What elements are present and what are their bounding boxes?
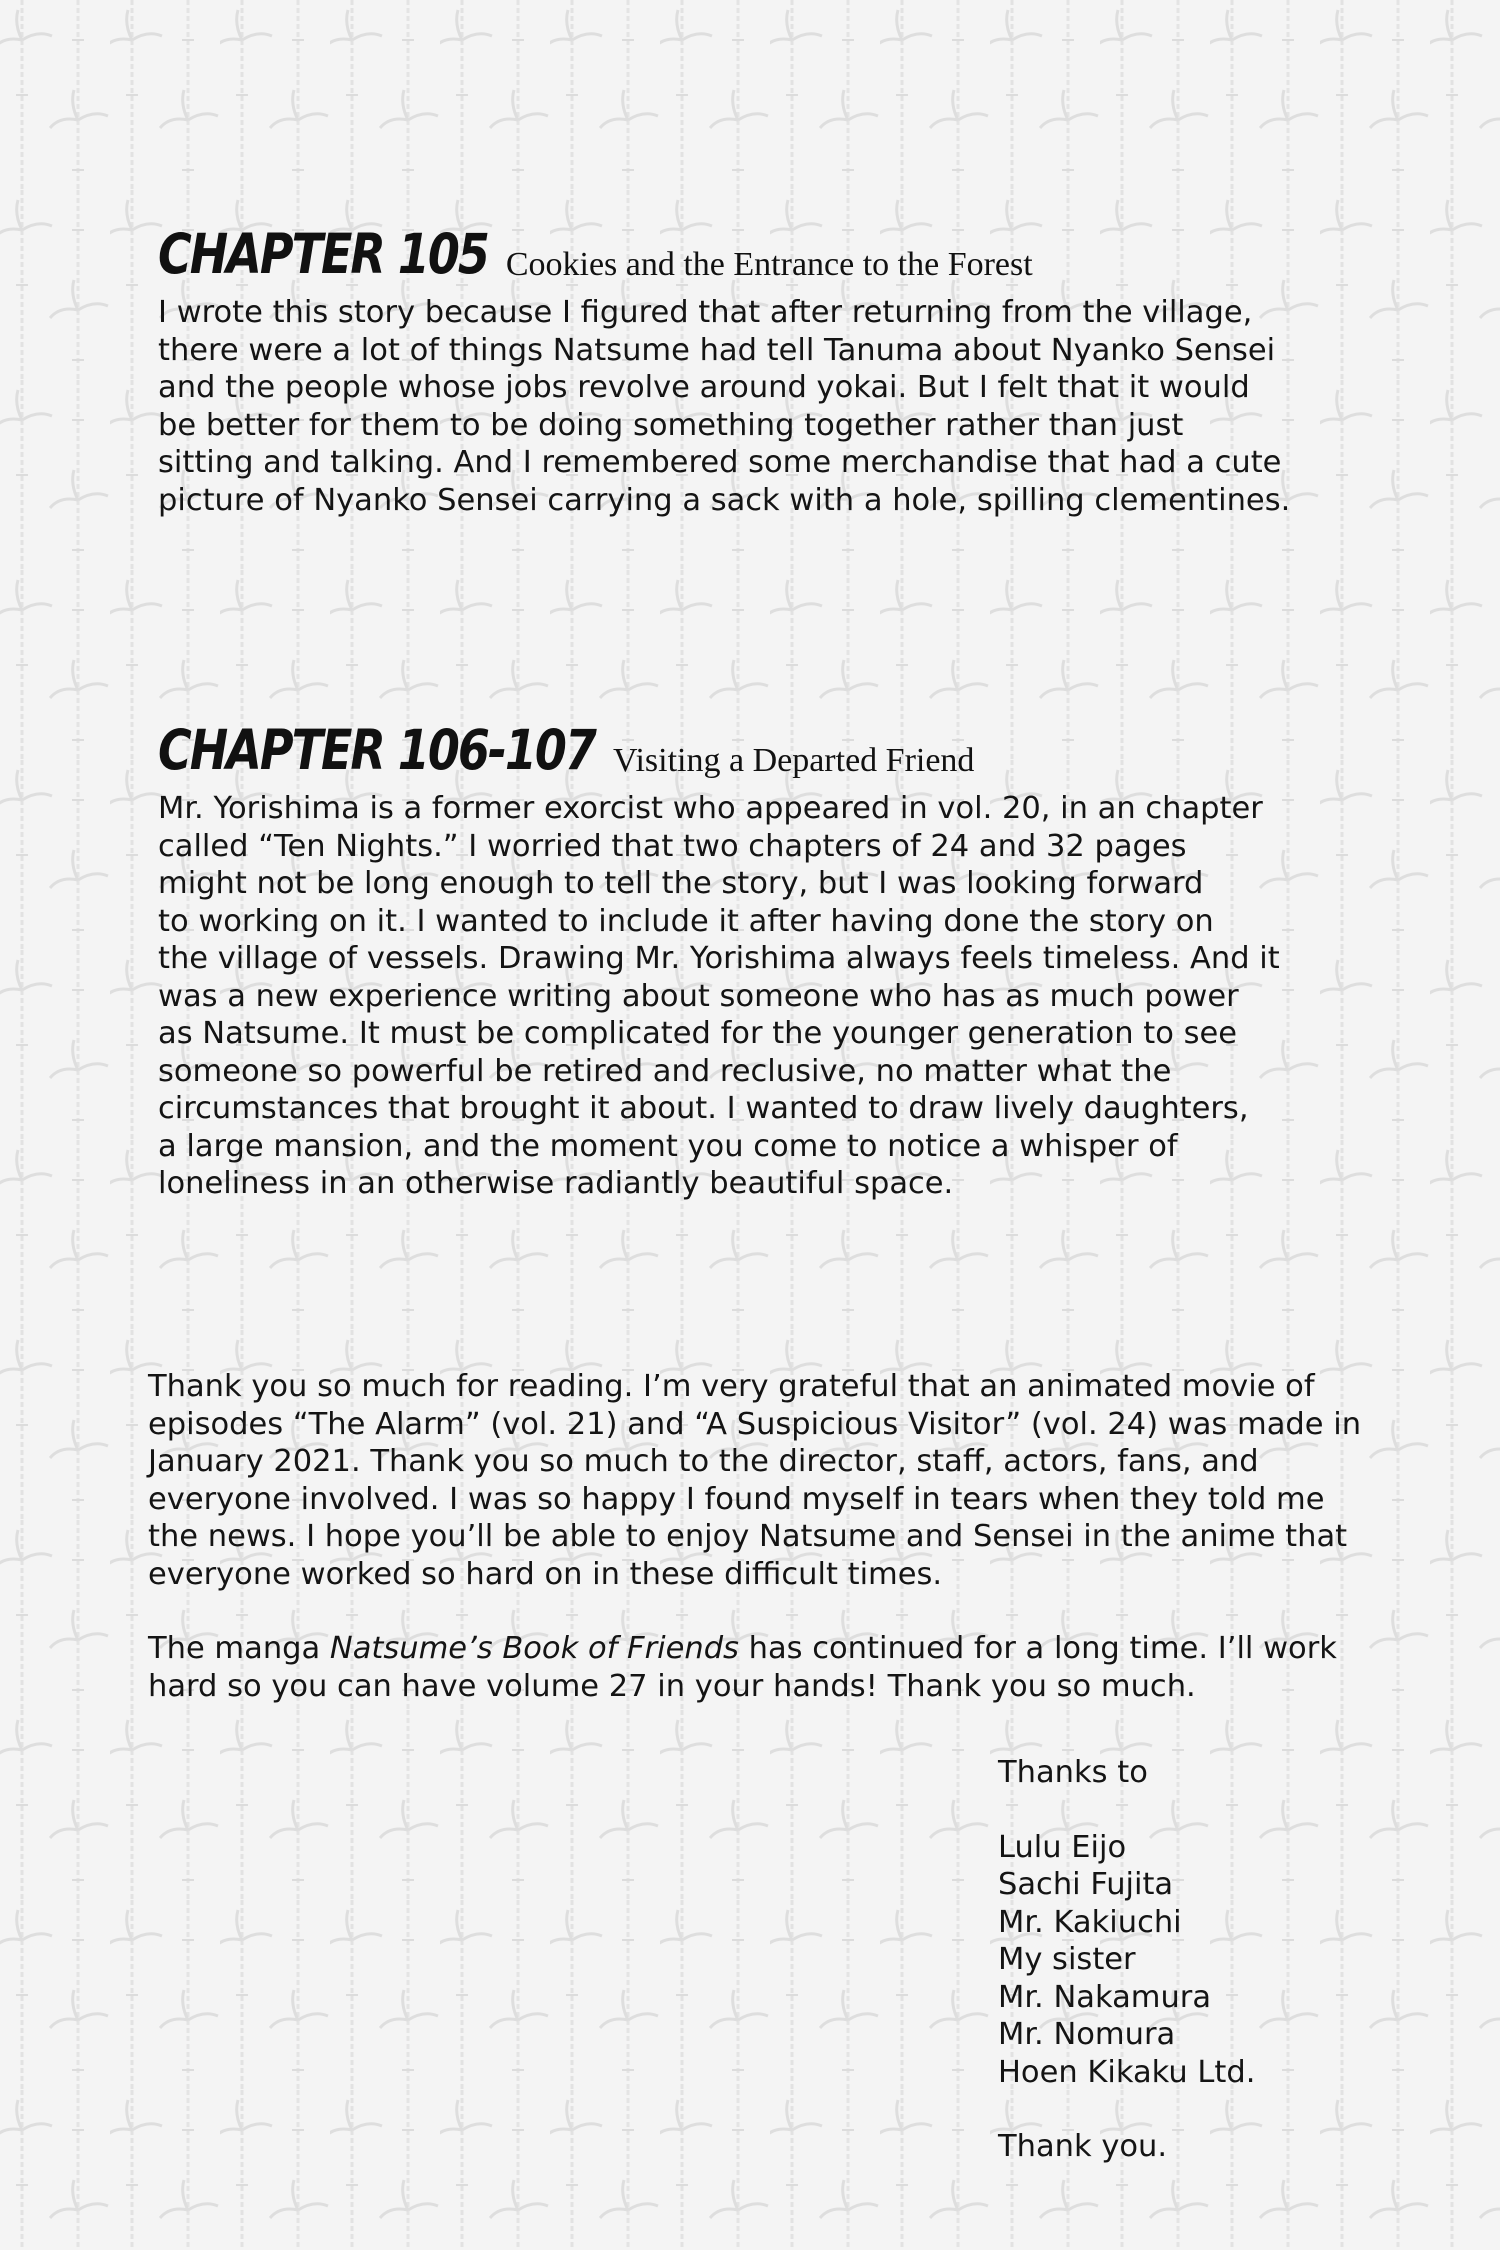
- thanks-name: My sister: [998, 1942, 1136, 1977]
- text-line: [148, 1630, 1361, 1668]
- text-line: there were a lot of things Natsume had tell Tanuma about Nyanko Sensei: [158, 332, 1276, 368]
- text-line: sitting and talking. And I remembered some merchandise that had a cute: [158, 445, 1282, 480]
- text-line: the news. I hope you’ll be able to enjoy Natsume and Sensei in the anime that: [148, 1519, 1348, 1554]
- text-line: the village of vessels. Drawing Mr. Yorishima always feels timeless. And it: [158, 941, 1280, 976]
- thanks-signoff: Thank you.: [998, 2129, 1168, 2164]
- thanks-name: Hoen Kikaku Ltd.: [998, 2054, 1256, 2090]
- closing-message: [148, 1368, 1361, 1705]
- text-line: picture of Nyanko Sensei carrying a sack with a hole, spilling clementines.: [158, 482, 1291, 518]
- text-line: might not be long enough to tell the story, but I was looking forward: [158, 866, 1204, 901]
- text-line: everyone worked so hard on in these difficult times.: [148, 1556, 943, 1592]
- thanks-name: Mr. Nomura: [998, 2017, 1176, 2052]
- text-line: Thank you so much for reading. I’m very grateful that an animated movie of: [148, 1369, 1315, 1404]
- text-line: circumstances that brought it about. I wanted to draw lively daughters,: [158, 1091, 1249, 1126]
- chapter-heading: [158, 221, 1290, 286]
- text-fragment: has continued for a long time. I’ll work: [738, 1631, 1337, 1666]
- chapter-body: [158, 294, 1290, 519]
- text-fragment: The manga: [148, 1631, 330, 1666]
- chapter-title: Cookies and the Entrance to the Forest: [505, 246, 1033, 283]
- thanks-name: Sachi Fujita: [998, 1867, 1174, 1902]
- chapter-heading: [158, 717, 1280, 782]
- text-line: a large mansion, and the moment you come to notice a whisper of: [158, 1128, 1178, 1164]
- text-line: loneliness in an otherwise radiantly beautiful space.: [158, 1166, 954, 1201]
- text-line: and the people whose jobs revolve around yokai. But I felt that it would: [158, 370, 1250, 405]
- text-line: someone so powerful be retired and reclusive, no matter what the: [158, 1053, 1172, 1089]
- text-line: to working on it. I wanted to include it after having done the story on: [158, 903, 1214, 939]
- chapter-label: CHAPTER 105: [158, 221, 488, 286]
- text-line: I wrote this story because I figured that after returning from the village,: [158, 295, 1253, 330]
- thanks-name: Mr. Kakiuchi: [998, 1904, 1182, 1940]
- thanks-name: Lulu Eijo: [998, 1829, 1127, 1865]
- chapter-106-107-section: [158, 717, 1280, 1203]
- text-line: called “Ten Nights.” I worried that two chapters of 24 and 32 pages: [158, 828, 1187, 864]
- text-line: hard so you can have volume 27 in your hands! Thank you so much.: [148, 1668, 1196, 1704]
- manga-title: Natsume’s Book of Friends: [329, 1631, 739, 1666]
- text-line: was a new experience writing about someone who has as much power: [158, 978, 1239, 1014]
- text-line: everyone involved. I was so happy I found myself in tears when they told me: [148, 1481, 1325, 1517]
- thanks-heading: Thanks to: [998, 1755, 1148, 1790]
- text-line: as Natsume. It must be complicated for the younger generation to see: [158, 1016, 1237, 1051]
- text-line: January 2021. Thank you so much to the director, staff, actors, fans, and: [148, 1444, 1259, 1479]
- thanks-name: Mr. Nakamura: [998, 1979, 1212, 2015]
- chapter-105-section: [158, 221, 1291, 519]
- text-line: be better for them to be doing something together rather than just: [158, 407, 1184, 443]
- thanks-list: [998, 1754, 1255, 2166]
- chapter-body: [158, 790, 1280, 1203]
- text-line: Mr. Yorishima is a former exorcist who appeared in vol. 20, in an chapter: [158, 791, 1263, 826]
- chapter-title: Visiting a Departed Friend: [612, 742, 975, 779]
- chapter-label: CHAPTER 106-107: [158, 717, 595, 782]
- text-line: episodes “The Alarm” (vol. 21) and “A Suspicious Visitor” (vol. 24) was made in: [148, 1406, 1362, 1442]
